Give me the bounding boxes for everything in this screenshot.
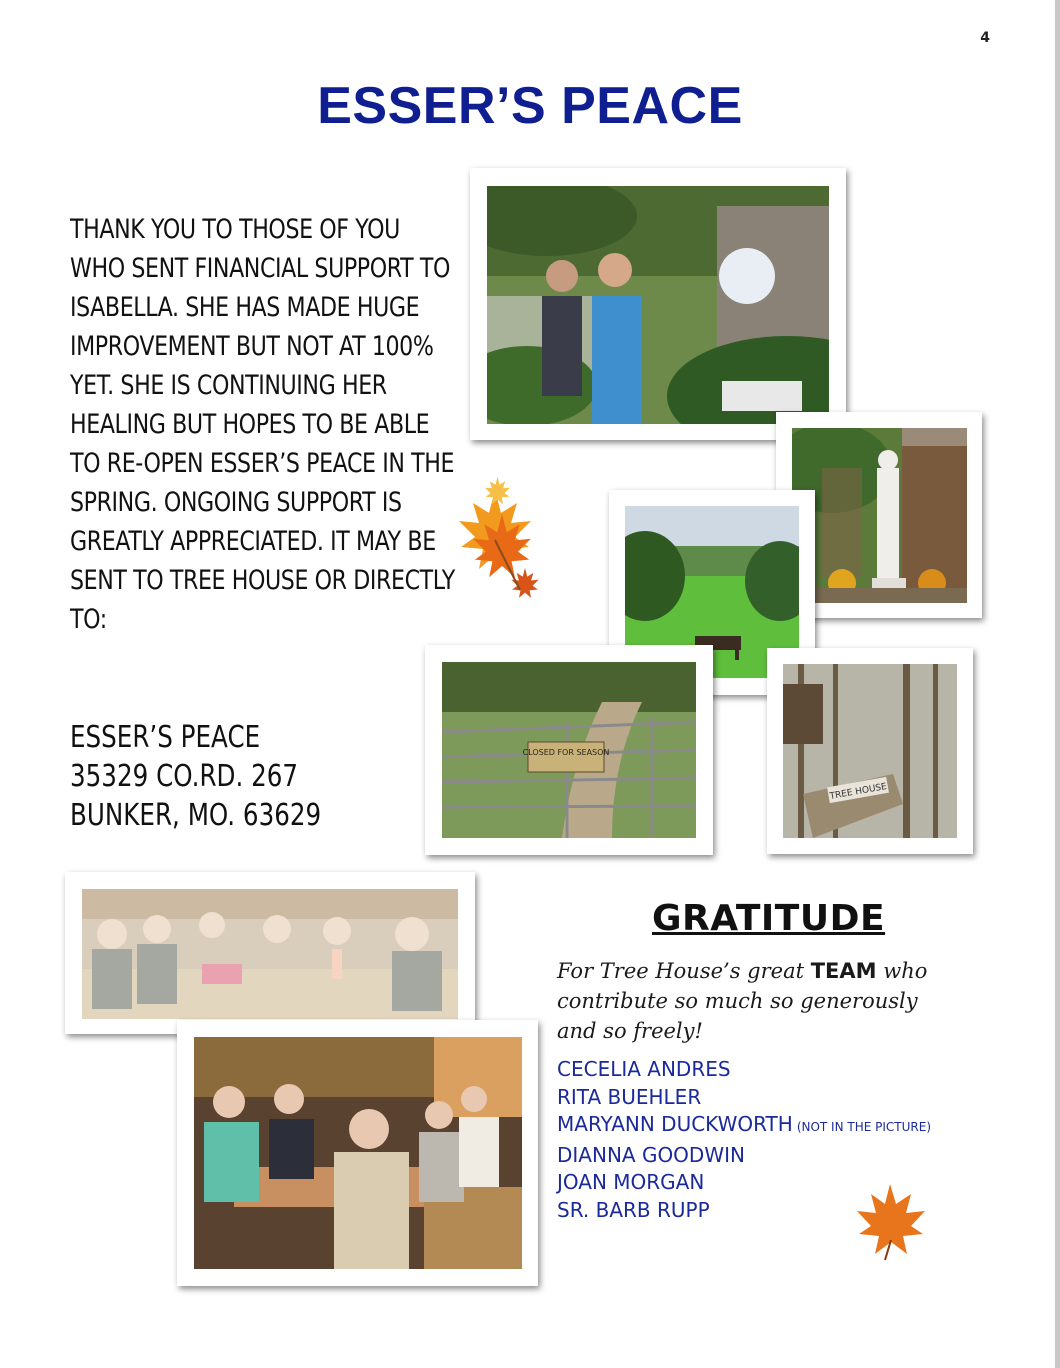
gratitude-text-after: who contribute so much so generously and so freely! [557,959,928,1043]
list-item: CECELIA ANDRES [557,1057,731,1081]
list-item: JOAN MORGAN [557,1170,705,1194]
body-text: THANK YOU TO THOSE OF YOU WHO SENT FINANCIAL SUPPORT TO ISABELLA. SHE HAS MADE HUGE IMPROVEMENT BUT NOT AT 100% YET. SHE IS CONTINUING HER HEALING BUT HOPES TO BE ABLE TO RE-OPEN ESSER’S PEACE IN THE SPRING. ONGOING SUPPORT IS GREATLY APPRECIATED. IT MAY BE SENT TO TREE HOUSE OR DIRECTLY TO: [70,214,455,635]
photo-gate-closed [425,645,713,855]
list-item: RITA BUEHLER [557,1084,702,1109]
gratitude-text [557,956,957,1046]
list-item: DIANNA GOODWIN [557,1142,745,1167]
photo-tree-house [767,648,973,854]
gratitude-team-word: TEAM [810,959,877,983]
photo-two-women-garden [470,168,846,440]
gratitude-text-before: For Tree House’s great [557,959,811,983]
name-note: (NOT IN THE PICTURE) [796,1120,932,1134]
gratitude-title: GRATITUDE [652,898,886,939]
photo-group-restaurant-2 [177,1020,538,1286]
page-title: ESSER’S PEACE [317,77,743,135]
page-number: 4 [980,30,990,46]
address-line-1: ESSER’S PEACE [70,720,261,755]
address-line-2: 35329 CO.RD. 267 [70,759,299,794]
address-line-3: BUNKER, MO. 63629 [70,798,322,833]
list-item: MARYANN DUCKWORTH (NOT IN THE PICTURE) [557,1112,932,1136]
page-edge [1055,0,1060,1368]
mailing-address [70,718,321,835]
gate-sign-text: CLOSED FOR SEASON [522,748,610,757]
autumn-leaves-icon [440,470,550,600]
photo-group-restaurant-1 [65,872,475,1034]
list-item: SR. BARB RUPP [557,1197,710,1222]
treehouse-sign-text: TREE HOUSE [829,782,888,802]
team-names-list [557,1056,931,1224]
